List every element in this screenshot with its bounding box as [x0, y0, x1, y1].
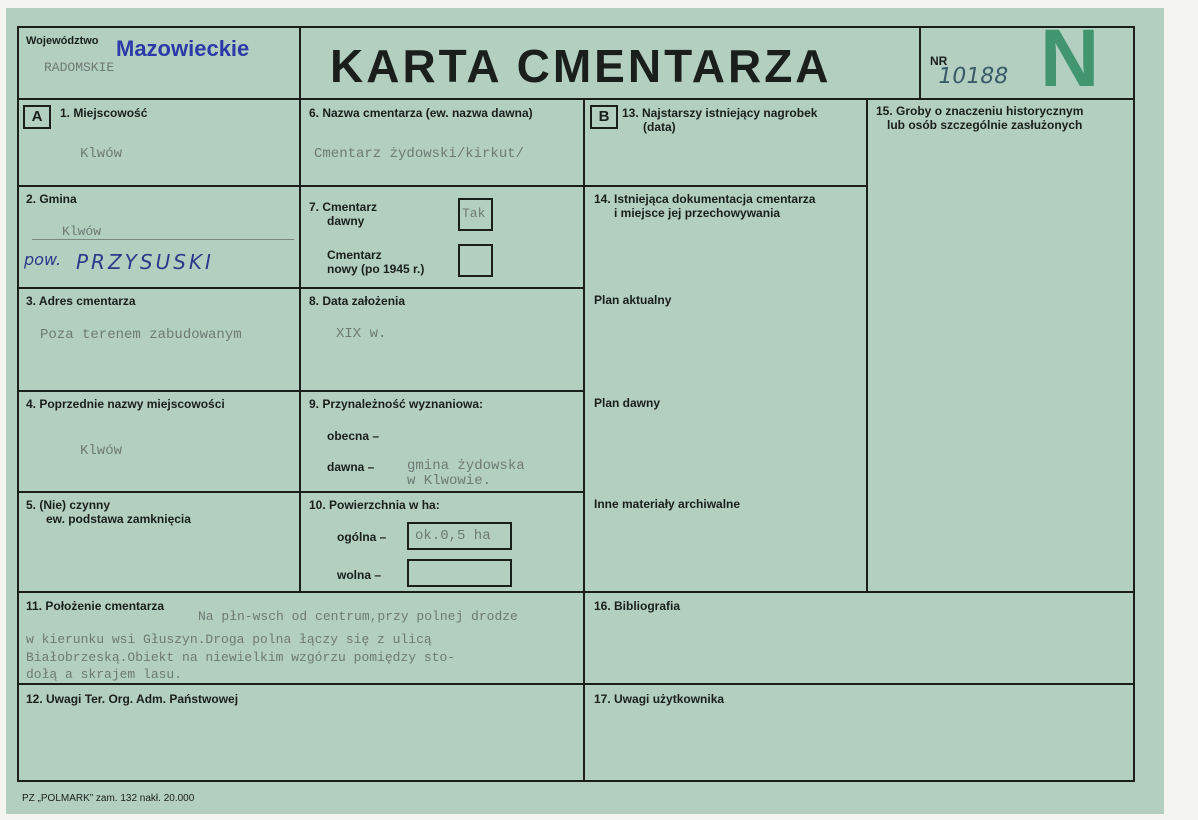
field-13-label-2: (data) [643, 120, 676, 134]
former-denomination-value-1: gmina żydowska [407, 458, 525, 474]
field-13-label-1: 13. Najstarszy istniejący nagrobek [622, 106, 818, 120]
field-7-old-label-1: 7. Cmentarz [309, 200, 378, 214]
field-7-new-label-2: nowy (po 1945 r.) [327, 262, 425, 276]
marker-letter: N [1040, 13, 1100, 104]
current-denomination-label: obecna – [327, 429, 380, 443]
field-3-label: 3. Adres cmentarza [26, 294, 136, 308]
field-4-value: Klwów [80, 443, 123, 459]
location-line-1: Na płn-wsch od centrum,przy polnej drodze [198, 609, 518, 624]
former-denomination-value-2: w Klwowie. [407, 473, 492, 489]
field-2-label: 2. Gmina [26, 192, 77, 206]
free-area-box [407, 559, 512, 587]
total-area-box [407, 522, 512, 550]
field-5-label-1: 5. (Nie) czynny [26, 498, 111, 512]
section-a-box: A [23, 105, 51, 129]
plan-current-label: Plan aktualny [594, 293, 672, 307]
field-14-label-2: i miejsce jej przechowywania [614, 206, 781, 220]
field-14-label-1: 14. Istniejąca dokumentacja cmentarza [594, 192, 816, 206]
field-17-label: 17. Uwagi użytkownika [594, 692, 725, 706]
field-15-label-2: lub osób szczególnie zasłużonych [887, 118, 1083, 132]
field-10-label: 10. Powierzchnia w ha: [309, 498, 440, 512]
new-cemetery-checkbox [458, 244, 493, 277]
voivodeship-stamp: Mazowieckie [116, 36, 250, 61]
page-title: KARTA CMENTARZA [330, 40, 832, 92]
county-handwritten: PRZYSUSKI [76, 250, 214, 274]
location-line-2: w kierunku wsi Głuszyn.Droga polna łączy się z ulicą [26, 632, 432, 647]
field-6-label: 6. Nazwa cmentarza (ew. nazwa dawna) [309, 106, 533, 120]
field-7-new-label-1: Cmentarz [327, 248, 382, 262]
field-3-value: Poza terenem zabudowanym [40, 327, 242, 343]
field-9-label: 9. Przynależność wyznaniowa: [309, 397, 484, 411]
card-number: 10188 [935, 64, 1011, 89]
old-cemetery-checkbox [458, 198, 493, 231]
old-cemetery-value: Tak [462, 206, 486, 221]
field-12-label: 12. Uwagi Ter. Org. Adm. Państwowej [26, 692, 239, 706]
field-5-label-2: ew. podstawa zamknięcia [46, 512, 191, 526]
county-prefix: pow. [24, 250, 62, 269]
field-1-value: Klwów [80, 146, 123, 162]
field-2-value: Klwów [62, 224, 102, 239]
nr-label: NR [930, 54, 948, 68]
total-area-value: ok.0,5 ha [415, 528, 491, 544]
old-voivodeship-typed: RADOMSKIE [44, 60, 115, 75]
field-15-label-1: 15. Groby o znaczeniu historycznym [876, 104, 1084, 118]
free-area-label: wolna – [337, 568, 382, 582]
field-11-label: 11. Położenie cmentarza [26, 599, 165, 613]
field-8-value: XIX w. [336, 326, 387, 342]
total-area-label: ogólna – [337, 530, 387, 544]
field-6-value: Cmentarz żydowski/kirkut/ [314, 146, 525, 162]
printer-footer: PZ „POLMARK” zam. 132 nakł. 20.000 [22, 793, 195, 804]
location-line-3: Białobrzeską.Obiekt na niewielkim wzgórzu pomiędzy sto- [26, 650, 456, 665]
location-line-4: dołą a skrajem lasu. [26, 667, 183, 682]
field-16-label: 16. Bibliografia [594, 599, 681, 613]
field-8-label: 8. Data założenia [309, 294, 406, 308]
former-denomination-label: dawna – [327, 460, 375, 474]
plan-old-label: Plan dawny [594, 396, 661, 410]
voivodeship-label: Województwo [26, 35, 99, 47]
section-b-box: B [590, 105, 618, 129]
other-materials-label: Inne materiały archiwalne [594, 497, 741, 511]
field-4-label: 4. Poprzednie nazwy miejscowości [26, 397, 225, 411]
field-1-label: 1. Miejscowość [60, 106, 148, 120]
field-7-old-label-2: dawny [327, 214, 365, 228]
